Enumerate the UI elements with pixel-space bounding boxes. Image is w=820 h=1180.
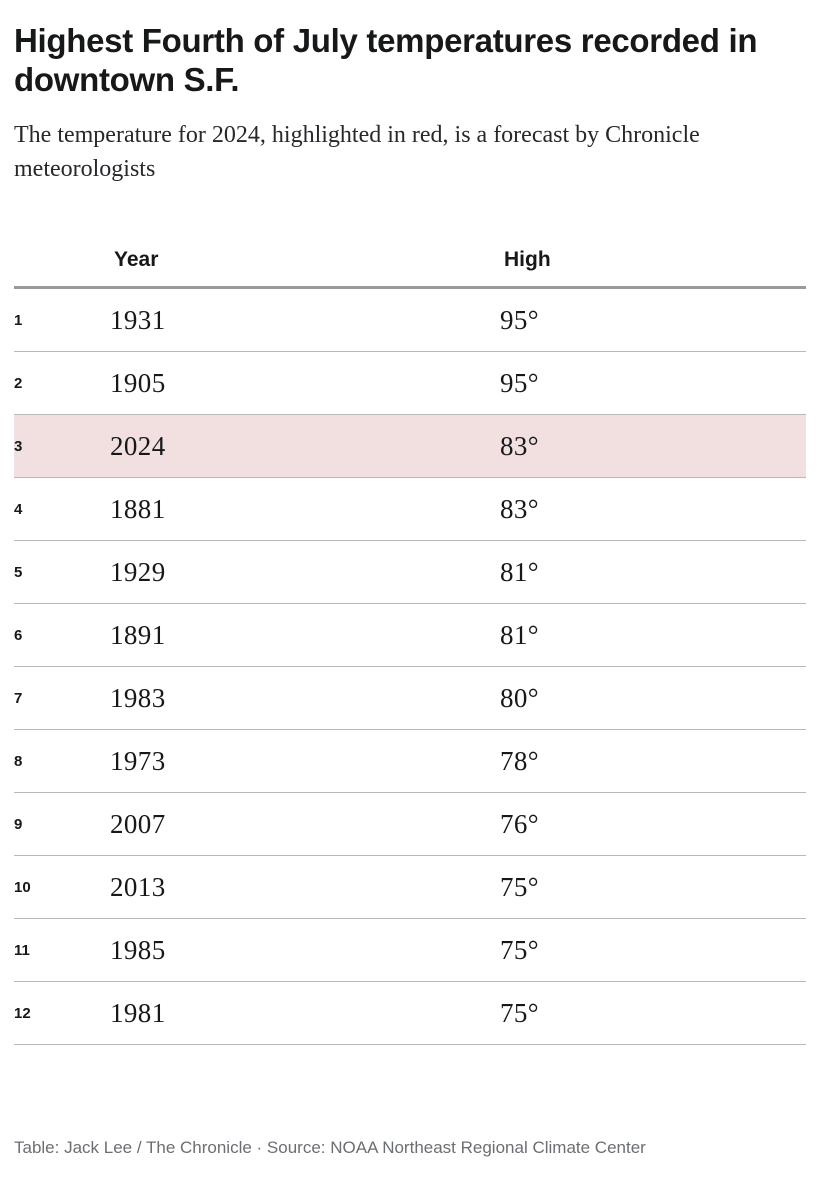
table-row [14, 288, 806, 352]
row-rank: 7 [14, 667, 110, 730]
row-high: 83° [500, 415, 806, 478]
row-high: 75° [500, 982, 806, 1045]
temperature-table [14, 248, 806, 1045]
table-row [14, 793, 806, 856]
column-header-high: High [500, 248, 806, 288]
table-row [14, 478, 806, 541]
row-high: 81° [500, 604, 806, 667]
row-high: 95° [500, 352, 806, 415]
row-rank: 2 [14, 352, 110, 415]
table-body [14, 288, 806, 1045]
row-rank: 4 [14, 478, 110, 541]
row-high: 76° [500, 793, 806, 856]
column-header-rank [14, 248, 110, 288]
row-rank: 12 [14, 982, 110, 1045]
table-row [14, 919, 806, 982]
row-year: 1973 [110, 730, 500, 793]
page-title: Highest Fourth of July temperatures recorded in downtown S.F. [14, 22, 758, 98]
table-row [14, 352, 806, 415]
row-rank: 8 [14, 730, 110, 793]
chart-subtitle: The temperature for 2024, highlighted in red, is a forecast by Chronicle meteorologists [14, 121, 700, 182]
row-year: 1985 [110, 919, 500, 982]
row-rank: 9 [14, 793, 110, 856]
row-rank: 1 [14, 288, 110, 352]
row-high: 75° [500, 856, 806, 919]
table-row [14, 604, 806, 667]
table-row [14, 730, 806, 793]
row-high: 78° [500, 730, 806, 793]
row-year: 1981 [110, 982, 500, 1045]
row-high: 83° [500, 478, 806, 541]
row-year: 2013 [110, 856, 500, 919]
row-year: 2024 [110, 415, 500, 478]
row-high: 81° [500, 541, 806, 604]
row-year: 2007 [110, 793, 500, 856]
table-row [14, 856, 806, 919]
row-year: 1905 [110, 352, 500, 415]
row-rank: 6 [14, 604, 110, 667]
row-year: 1891 [110, 604, 500, 667]
row-high: 80° [500, 667, 806, 730]
table-header [14, 248, 806, 288]
row-year: 1931 [110, 288, 500, 352]
table-row [14, 982, 806, 1045]
row-high: 95° [500, 288, 806, 352]
table-row-highlighted [14, 415, 806, 478]
row-high: 75° [500, 919, 806, 982]
row-year: 1929 [110, 541, 500, 604]
table-row [14, 541, 806, 604]
table-row [14, 667, 806, 730]
row-rank: 5 [14, 541, 110, 604]
table-header-row [14, 248, 806, 288]
column-header-year: Year [110, 248, 500, 288]
row-rank: 10 [14, 856, 110, 919]
row-rank: 11 [14, 919, 110, 982]
row-year: 1983 [110, 667, 500, 730]
chart-credit: Table: Jack Lee / The Chronicle · Source: NOAA Northeast Regional Climate Center [14, 1138, 646, 1157]
row-rank: 3 [14, 415, 110, 478]
row-year: 1881 [110, 478, 500, 541]
